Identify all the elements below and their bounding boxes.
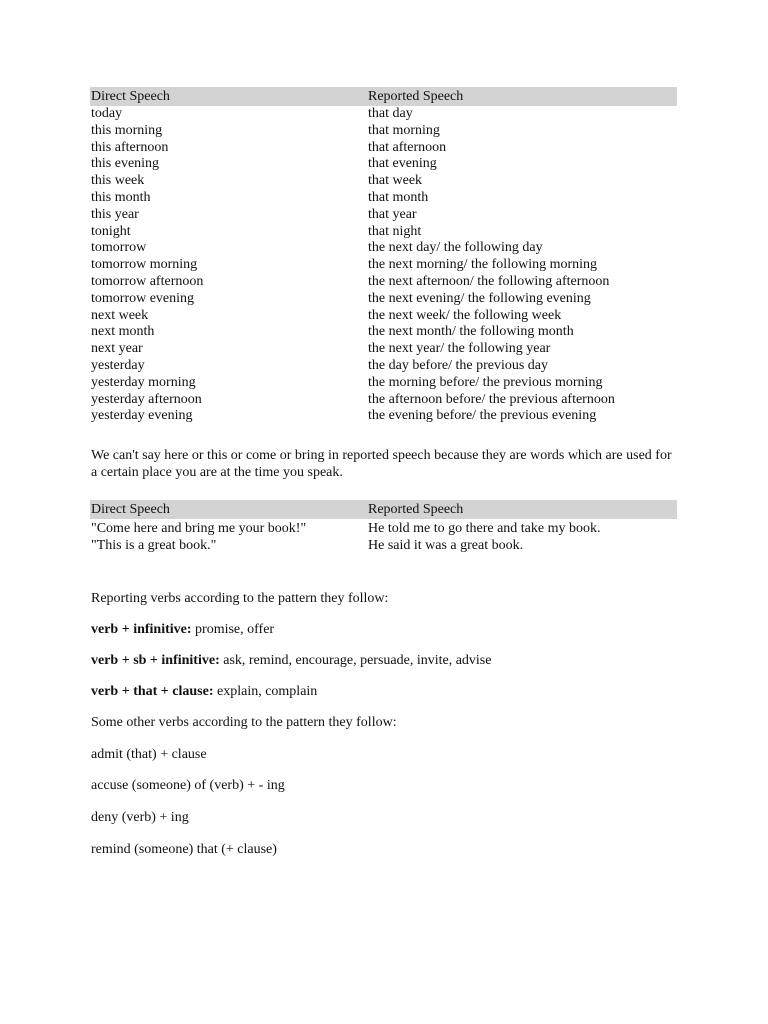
table-row [90,408,677,425]
table-header [90,87,677,106]
table-row [90,521,677,538]
direct-speech-cell: next year [91,341,143,357]
pattern-verbs: explain, complain [213,684,318,699]
other-verb-item: accuse (someone) of (verb) + - ing [91,778,285,793]
table-row [90,341,677,358]
reported-speech-cell: that morning [368,122,440,138]
table-body [90,521,677,555]
header-reported-speech: Reported Speech [368,89,464,104]
reported-speech-cell: the next evening/ the following evening [368,290,591,306]
reported-speech-cell: the next morning/ the following morning [368,257,598,273]
direct-speech-cell: "Come here and bring me your book!" [91,521,307,536]
reported-speech-cell: that afternoon [368,139,447,155]
table-row [90,123,677,140]
direct-speech-cell: tomorrow afternoon [91,273,204,289]
direct-speech-cell: tomorrow morning [91,257,198,273]
table-row [90,106,677,123]
direct-speech-cell: next week [91,307,149,323]
pattern-label: verb + infinitive: [91,622,192,637]
pattern-item [91,621,681,638]
header-direct-speech: Direct Speech [91,502,170,517]
direct-speech-cell: this evening [91,156,160,172]
direct-speech-cell: yesterday evening [91,408,193,424]
other-verb-item: admit (that) + clause [91,747,207,762]
direct-speech-cell: "This is a great book." [91,537,217,553]
direct-speech-cell: this month [91,189,151,205]
table-row [90,240,677,257]
table-row [90,173,677,190]
direct-speech-cell: yesterday [91,357,145,373]
reported-speech-cell: the next month/ the following month [368,324,574,340]
reported-speech-cell: that evening [368,156,437,172]
other-verbs-intro: Some other verbs according to the pattern they follow: [91,715,397,730]
time-expressions-table [90,87,677,425]
table-row [90,375,677,392]
direct-speech-cell: tomorrow [91,240,147,256]
reported-speech-cell: the evening before/ the previous evening [368,408,597,424]
direct-speech-cell: this year [91,206,139,222]
reported-speech-cell: that month [368,189,429,205]
other-verb-item: remind (someone) that (+ clause) [91,842,277,857]
reported-speech-cell: the next week/ the following week [368,307,562,323]
direct-speech-cell: tonight [91,223,131,239]
pattern-verbs: ask, remind, encourage, persuade, invite, advise [219,653,492,668]
direct-speech-cell: this afternoon [91,139,169,155]
other-verb-item: deny (verb) + ing [91,810,189,825]
table-body [90,106,677,425]
pattern-item [91,683,681,700]
reported-speech-cell: the afternoon before/ the previous afternoon [368,391,615,407]
pattern-label: verb + that + clause: [91,684,214,699]
reported-speech-cell: He told me to go there and take my book. [368,521,601,536]
direct-speech-cell: next month [91,324,155,340]
table-header [90,500,677,519]
place-examples-table [90,500,677,555]
reported-speech-cell: He said it was a great book. [368,537,524,553]
table-row [90,358,677,375]
direct-speech-cell: this week [91,173,145,189]
table-row [90,190,677,207]
direct-speech-cell: tomorrow evening [91,290,195,306]
direct-speech-cell: yesterday afternoon [91,391,202,407]
reported-speech-cell: that week [368,173,423,189]
table-row [90,291,677,308]
reported-speech-cell: that year [368,206,417,222]
place-words-note: We can't say here or this or come or bring in reported speech because they are words which are used for a certain place you are at the time you speak. [91,448,672,480]
table-row [90,257,677,274]
reported-speech-cell: the morning before/ the previous morning [368,374,603,390]
table-row [90,538,677,555]
reported-speech-cell: the next afternoon/ the following afternoon [368,273,610,289]
reported-speech-cell: the day before/ the previous day [368,357,548,373]
table-row [90,224,677,241]
header-direct-speech: Direct Speech [91,89,170,104]
table-row [90,392,677,409]
pattern-item [91,652,681,669]
header-reported-speech: Reported Speech [368,502,464,517]
table-row [90,140,677,157]
reported-speech-cell: that day [368,106,413,121]
table-row [90,156,677,173]
pattern-label: verb + sb + infinitive: [91,653,220,668]
table-row [90,308,677,325]
table-row [90,207,677,224]
reported-speech-cell: that night [368,223,422,239]
table-row [90,274,677,291]
table-row [90,324,677,341]
reported-speech-cell: the next year/ the following year [368,341,551,357]
pattern-verbs: promise, offer [191,622,275,637]
reported-speech-cell: the next day/ the following day [368,240,543,256]
direct-speech-cell: this morning [91,122,163,138]
direct-speech-cell: yesterday morning [91,374,196,390]
reporting-verbs-intro: Reporting verbs according to the pattern they follow: [91,591,389,606]
direct-speech-cell: today [91,106,123,121]
